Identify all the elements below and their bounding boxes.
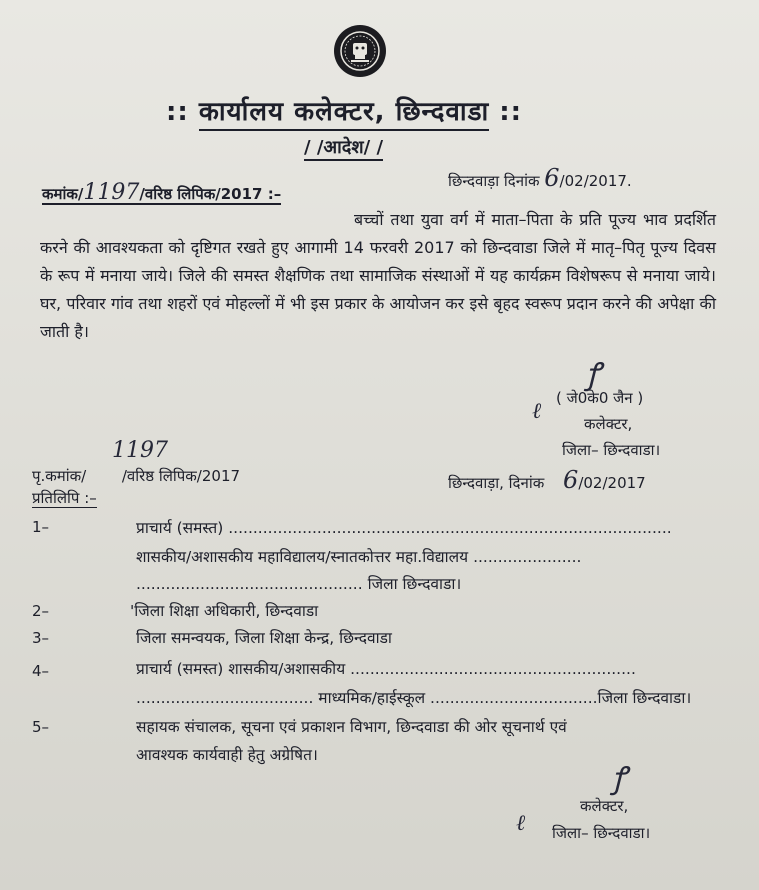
order-ref-label: कमांक/ [42,185,84,203]
order-place-date [448,164,632,192]
endorsement-date-day: 6 [563,466,579,494]
emblem-seal-icon [338,29,382,73]
title-prefix: :: [166,97,199,127]
copy-item-text: .............................................. जिला छिन्दवाडा। [136,575,462,593]
order-place-date-label: छिन्दवाड़ा दिनांक [448,172,540,190]
copy-item-number: 4– [32,662,50,680]
endorsement-label: पृ.कमांक/ [32,467,87,485]
signatory-2-office: जिला– छिन्दवाडा। [552,824,651,842]
order-heading [304,135,383,159]
order-ref-number: 1197 [83,180,140,205]
copy-item-text: प्राचार्य (समस्त) शासकीय/अशासकीय .......................................................... [136,660,636,678]
order-body-paragraph: बच्चों तथा युवा वर्ग में माता–पिता के प्रति पूज्य भाव प्रदर्शित करने की आवश्यकता को दृष्टिगत रखते हुए आगामी 14 फरवरी 2017 को छिन्दवाडा जिले में मातृ–पितृ पूज्य दिवस के रूप में मनाया जाये। जिले की समस्त शैक्षणिक तथा सामाजिक संस्थाओं में यह कार्यक्रम विशेषरूप से मनाया जाये। घर, परिवार गांव तथा शहरों एवं मोहल्लों में भी इस प्रकार के आयोजन कर इसे बृहद स्वरूप प्रदान करने की अपेक्षा की जाती है। [40,210,716,341]
endorsement-date-rest: /02/2017 [578,474,646,492]
signature-mark-2: ꝭ [612,761,627,796]
copy-item-text: जिला समन्वयक, जिला शिक्षा केन्द्र, छिन्दवाडा [136,629,392,647]
signatory-name: ( जे0के0 जैन ) [556,389,644,407]
copy-item-text: शासकीय/अशासकीय महाविद्यालय/स्नातकोत्तर महा.विद्यालय ...................... [136,548,582,566]
copy-item-number: 1– [32,518,50,536]
signatory-office: जिला– छिन्दवाडा। [562,441,661,459]
copy-item-text: .................................... माध्यमिक/हाईस्कूल ..................................जिला छिन्दवाडा। [136,689,692,707]
endorsement-place-date [448,466,646,494]
copy-heading [32,488,97,508]
copy-item-number: 2– [32,602,50,620]
signatory-designation: कलेक्टर, [584,415,633,433]
order-date-rest: /02/2017. [559,172,632,190]
endorsement-reference [32,466,240,486]
copy-item-text: 'जिला शिक्षा अधिकारी, छिन्दवाडा [130,602,319,620]
endorsement-place-date-label: छिन्दवाड़ा, दिनांक [448,474,545,492]
order-reference [42,180,281,205]
endorsement-section: /वरिष्ठ लिपिक/2017 [121,467,241,485]
office-title [166,92,522,128]
order-heading-text: / /आदेश/ / [304,137,383,161]
copy-item-number: 3– [32,629,50,647]
copy-heading-text: प्रतिलिपि :– [32,489,97,507]
copy-item-text: सहायक संचालक, सूचना एवं प्रकाशन विभाग, छिन्दवाडा की ओर सूचनार्थ एवं [136,718,567,736]
initial-mark: ℓ [532,399,542,424]
order-date-day: 6 [544,164,560,192]
state-emblem-icon [334,25,386,77]
initial-mark-2: ℓ [516,811,526,836]
copy-item-text: आवश्यक कार्यवाही हेतु अग्रेषित। [136,746,318,764]
copy-item-number: 5– [32,718,50,736]
copy-item-text: प्राचार्य (समस्त) .......................................................................................... [136,519,672,537]
order-ref-section: /वरिष्ठ लिपिक/2017 :– [139,185,282,203]
title-place: छिन्दवाडा [386,97,490,131]
signature-mark: ꝭ [586,357,601,392]
title-office: कार्यालय कलेक्टर, [199,97,386,131]
title-suffix: :: [489,97,523,127]
endorsement-number: 1197 [112,438,168,463]
signatory-2-designation: कलेक्टर, [580,797,629,815]
